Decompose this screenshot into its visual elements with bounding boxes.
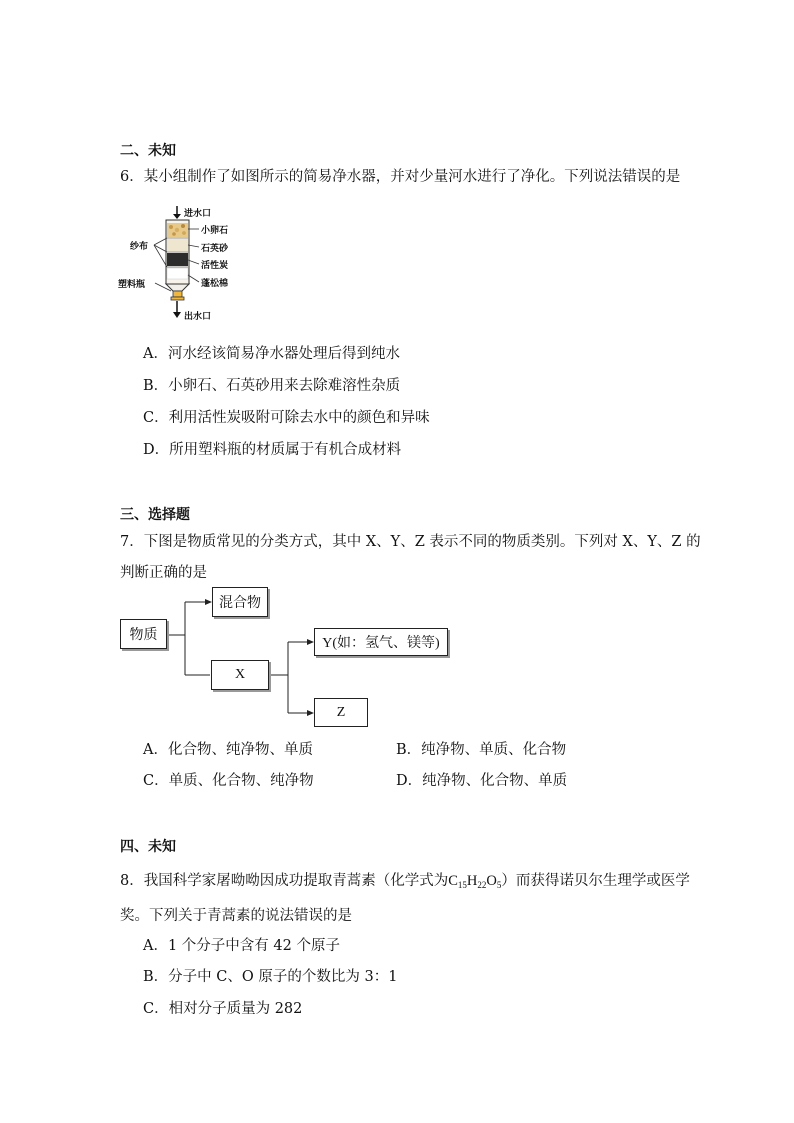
label-gauze: 纱布 xyxy=(130,242,149,252)
q8-option-a: A．1 个分子中含有 42 个原子 xyxy=(143,938,340,954)
section-title-3: 三、选择题 xyxy=(120,507,190,523)
q7-option-a: A．化合物、纯净物、单质 xyxy=(143,742,313,758)
node-z: Z xyxy=(314,698,368,727)
formula-c: C xyxy=(448,873,458,889)
label-cotton: 蓬松棉 xyxy=(201,279,229,289)
q8-stem-pre: 8．我国科学家屠呦呦因成功提取青蒿素（化学式为 xyxy=(120,873,449,889)
section-title-4: 四、未知 xyxy=(120,839,176,855)
label-quartz: 石英砂 xyxy=(201,244,229,254)
q6-option-b: B．小卵石、石英砂用来去除难溶性杂质 xyxy=(143,378,401,394)
node-mixture: 混合物 xyxy=(212,587,268,617)
question-8-stem-line2: 奖。下列关于青蒿素的说法错误的是 xyxy=(120,908,352,924)
q8-option-b: B．分子中 C、O 原子的个数比为 3：1 xyxy=(143,969,398,985)
question-6-stem: 6．某小组制作了如图所示的简易净水器，并对少量河水进行了净化。下列说法错误的是 xyxy=(120,169,681,185)
question-7-stem-line2: 判断正确的是 xyxy=(120,565,207,581)
q7-option-d: D．纯净物、化合物、单质 xyxy=(396,773,568,789)
node-x: X xyxy=(211,660,269,690)
label-bottle: 塑料瓶 xyxy=(118,280,146,290)
water-purifier-figure xyxy=(116,203,256,328)
q6-option-d: D．所用塑料瓶的材质属于有机合成材料 xyxy=(143,442,402,458)
formula-c-count: 15 xyxy=(457,880,467,890)
q6-option-a: A．河水经该简易净水器处理后得到纯水 xyxy=(143,346,400,362)
q7-option-c: C．单质、化合物、纯净物 xyxy=(143,773,314,789)
question-7-stem-line1: 7．下图是物质常见的分类方式，其中 X、Y、Z 表示不同的物质类别。下列对 X、Y、Z 的 xyxy=(120,534,701,550)
diagram-connectors xyxy=(118,585,458,730)
label-outlet: 出水口 xyxy=(184,312,212,322)
section-title-2: 二、未知 xyxy=(120,143,176,159)
q8-option-c: C．相对分子质量为 282 xyxy=(143,1001,303,1017)
classification-diagram xyxy=(118,585,458,730)
q8-stem-post: ）而获得诺贝尔生理学或医学 xyxy=(501,873,690,889)
label-pebble: 小卵石 xyxy=(201,226,229,236)
q7-option-b: B．纯净物、单质、化合物 xyxy=(396,742,567,758)
formula-h-count: 22 xyxy=(477,880,487,890)
label-carbon: 活性炭 xyxy=(201,261,229,271)
label-inlet: 进水口 xyxy=(184,209,212,219)
question-8-stem-line1 xyxy=(120,869,690,890)
formula-h: H xyxy=(466,873,478,889)
artemisinin-formula xyxy=(448,873,501,889)
node-y: Y(如：氢气、镁等) xyxy=(314,628,448,656)
node-substance: 物质 xyxy=(120,619,167,649)
q6-option-c: C．利用活性炭吸附可除去水中的颜色和异味 xyxy=(143,410,430,426)
formula-o-count: 5 xyxy=(496,880,502,890)
formula-o: O xyxy=(486,873,497,889)
